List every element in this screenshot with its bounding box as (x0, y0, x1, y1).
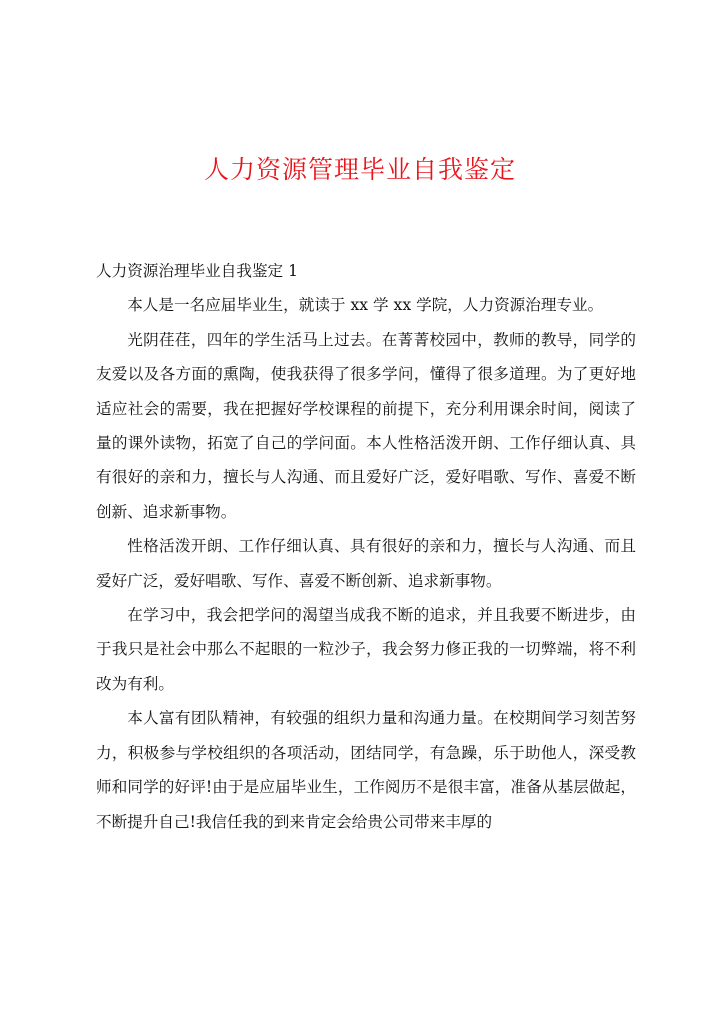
paragraph-campus-life: 光阴荏荏，四年的学生活马上过去。在菁菁校园中，教师的教导，同学的友爱以及各方面的熏陶，使我获得了很多学问，懂得了很多道理。为了更好地适应社会的需要，我在把握好学校课程的前提下，充分利用课余时间，阅读了量的课外读物，拓宽了自己的学问面。本人性格活泼开朗、工作仔细认真、具有很好的亲和力，擅长与人沟通、而且爱好广泛，爱好唱歌、写作、喜爱不断创新、追求新事物。 (96, 330, 636, 521)
document-body (96, 254, 636, 839)
section-heading: 人力资源治理毕业自我鉴定 1 (96, 262, 299, 280)
paragraph-learning: 在学习中，我会把学问的渴望当成我不断的追求，并且我要不断进步，由于我只是社会中那么不起眼的一粒沙子，我会努力修正我的一切弊端，将不利改为有利。 (96, 606, 636, 693)
document-title: 人力资源管理毕业自我鉴定 (203, 155, 516, 184)
paragraph-personality: 性格活泼开朗、工作仔细认真、具有很好的亲和力，擅长与人沟通、而且爱好广泛，爱好唱歌、写作、喜爱不断创新、追求新事物。 (96, 537, 636, 590)
paragraph-intro: 本人是一名应届毕业生，就读于 xx 学 xx 学院，人力资源治理专业。 (127, 296, 604, 315)
paragraph-teamwork: 本人富有团队精神，有较强的组织力量和沟通力量。在校期间学习刻苦努力，积极参与学校组织的各项活动，团结同学，有急躁，乐于助他人，深受教师和同学的好评!由于是应届毕业生，工作阅历不是很丰富，准备从基层做起，不断提升自己!我信任我的到来肯定会给贵公司带来丰厚的 (96, 709, 636, 831)
